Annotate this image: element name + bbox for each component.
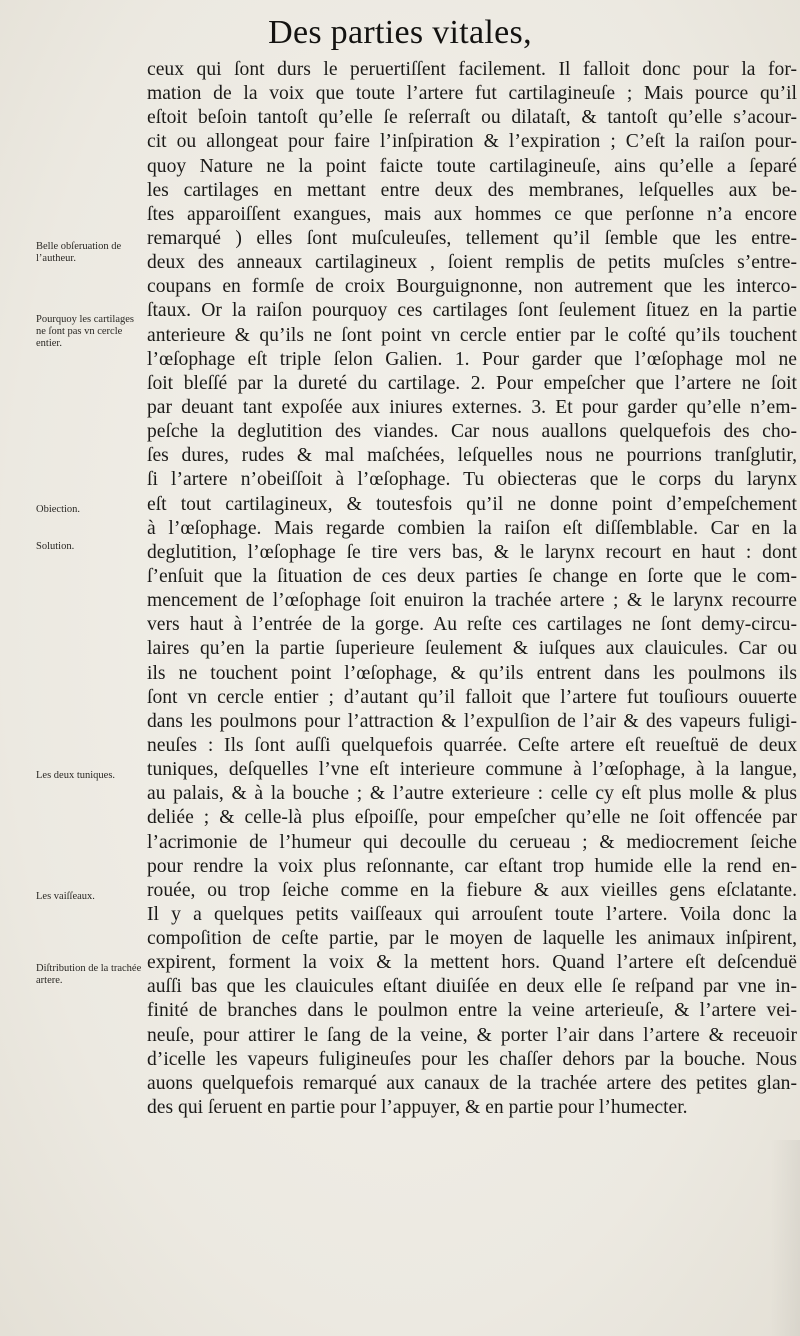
margin-note-solution: Solution. [36, 541, 75, 552]
text-line: ils ne touchent point l’œſophage, & qu’ils entrent dans les poulmons ils [147, 662, 797, 684]
text-line: eſt tout cartilagineux, & toutesfois qu’il ne donne point d’empeſchement [147, 493, 797, 515]
margin-note-belle-obseruation: Belle obſeruation de l’autheur. [36, 241, 122, 264]
text-line: deglutition, l’œſophage ſe tire vers bas, & le larynx recourt en haut : dont [147, 541, 797, 563]
text-line: ſtes apparoiſſent exangues, mais aux hommes ce que perſonne n’a encore [147, 203, 797, 225]
text-line: peſche la deglutition des viandes. Car nous auallons quelquefois des cho- [147, 421, 797, 443]
margin-note-deux-tuniques: Les deux tuniques. [36, 770, 116, 781]
text-line: ſtaux. Or la raiſon pourquoy ces cartilages ſont ſeulement ſituez en la partie [147, 300, 797, 322]
text-line: ſ’enſuit que la ſituation de ces deux parties ſe change en ſorte que le com- [147, 565, 797, 587]
text-line: pour rendre la voix plus reſonnante, car eſtant trop humide elle la rend en- [147, 855, 797, 877]
text-line: vers haut à l’entrée de la gorge. Au reſte ces cartilages ne ſont demy-circu- [147, 614, 797, 636]
text-line: quoy Nature ne la point faicte toute cartilagineuſe, ains qu’elle a ſeparé [147, 155, 797, 177]
main-text-block [147, 58, 797, 1120]
margin-note-distribution: Diſtribution de la trachée artere. [36, 963, 142, 986]
text-line: à l’œſophage. Mais regarde combien la raiſon eſt diſſemblable. Car en la [147, 517, 797, 539]
text-line: cit ou allongeat pour faire l’inſpiration & l’expiration ; C’eſt la raiſon pour- [147, 131, 797, 153]
text-line: mation de la voix que toute l’artere fut cartilagineuſe ; Mais pource qu’il [147, 83, 797, 105]
margin-note-pourquoy-cartilages: Pourquoy les cartilages ne ſont pas vn cercle entier. [36, 314, 134, 349]
text-line: mencement de l’œſophage ſoit enuiron la trachée artere ; & le larynx recourre [147, 590, 797, 612]
text-line: neuſe, pour attirer le ſang de la veine, & porter l’air dans l’artere & receuoir [147, 1024, 797, 1046]
text-line: ſi l’artere n’obeiſſoit à l’œſophage. Tu obiecteras que le corps du larynx [147, 469, 797, 491]
text-line: d’icelle les vapeurs fuligineuſes pour les chaſſer dehors par la bouche. Nous [147, 1048, 797, 1070]
text-line: finité de branches dans le poulmon entre la veine arterieuſe, & l’artere vei- [147, 1000, 797, 1022]
text-line: deliée ; & celle-là plus eſpoiſſe, pour empeſcher qu’elle ne ſoit offencée par [147, 807, 797, 829]
text-line: expirent, forment la voix & la mettent hors. Quand l’artere eſt deſcenduë [147, 952, 797, 974]
text-line: auſſi bas que les clauicules eſtant diuiſée en deux elle ſe reſpand par vne in- [147, 976, 797, 998]
text-line: Il y a quelques petits vaiſſeaux qui arrouſent toute l’artere. Voila donc la [147, 903, 797, 925]
text-line: par deuant tant expoſée aux iniures externes. 3. Et pour garder qu’elle n’em- [147, 396, 797, 418]
margin-note-obiection: Obiection. [36, 504, 81, 515]
text-line: auons quelquefois remarqué aux canaux de la trachée artere des petites glan- [147, 1072, 797, 1094]
text-line: eſtoit beſoin tantoſt qu’elle ſe reſerraſt ou dilataſt, & tantoſt qu’elle s’acour- [147, 107, 797, 129]
text-line: deux des anneaux cartilagineux , ſoient remplis de petits muſcles s’entre- [147, 252, 797, 274]
text-line: remarqué ) elles ſont muſculeuſes, tellement qu’il ſemble que les entre- [147, 227, 797, 249]
text-line: ſoit bleſſé par la dureté du cartilage. 2. Pour empeſcher que l’artere ne ſoit [147, 372, 797, 394]
text-line: des qui ſeruent en partie pour l’appuyer, & en partie pour l’humecter. [147, 1097, 688, 1119]
text-line: au palais, & à la bouche ; & l’autre exterieure : celle cy eſt plus molle & plus [147, 783, 797, 805]
text-line: coupans en formſe de croix Bourguignonne, non autrement que les interco- [147, 276, 797, 298]
page-edge-shadow [770, 1140, 800, 1336]
margin-note-vaisseaux: Les vaiſſeaux. [36, 891, 95, 902]
text-line: ceux qui ſont durs le peruertiſſent facilement. Il falloit donc pour la for- [147, 59, 797, 80]
text-line: tuniques, deſquelles l’vne eſt interieure commune à l’œſophage, à la langue, [147, 759, 797, 781]
text-line: ſont vn cercle entier ; d’autant qu’il falloit que l’artere fut touſiours ouuerte [147, 686, 797, 708]
text-line: ſes dures, rudes & mal maſchées, leſquelles nous ne pourrions tranſglutir, [147, 445, 797, 467]
running-header: Des parties vitales, [268, 14, 532, 51]
text-line: les cartilages en mettant entre deux des membranes, leſquelles aux be- [147, 179, 797, 201]
text-line: rouée, ou trop ſeiche comme en la fiebure & aux vieilles gens eſclatante. [147, 879, 797, 901]
text-line: dans les poulmons pour l’attraction & l’expulſion de l’air & des vapeurs fuligi- [147, 710, 797, 732]
text-line: l’œſophage eſt triple ſelon Galien. 1. Pour garder que l’œſophage mol ne [147, 348, 797, 370]
text-line: laires qu’en la partie ſuperieure ſeulement & iuſques aux clauicules. Car ou [147, 638, 797, 660]
text-line: anterieure & qu’ils ne ſont point vn cercle entier par le coſté qu’ils touchent [147, 324, 797, 346]
text-line: neuſes : Ils ſont auſſi quelquefois quarrée. Ceſte artere eſt reueſtuë de deux [147, 734, 797, 756]
text-line: l’acrimonie de l’humeur qui decoulle du cerueau ; & mediocrement ſeiche [147, 831, 797, 853]
text-line: compoſition de ceſte partie, par le moyen de laquelle les animaux inſpirent, [147, 928, 797, 950]
